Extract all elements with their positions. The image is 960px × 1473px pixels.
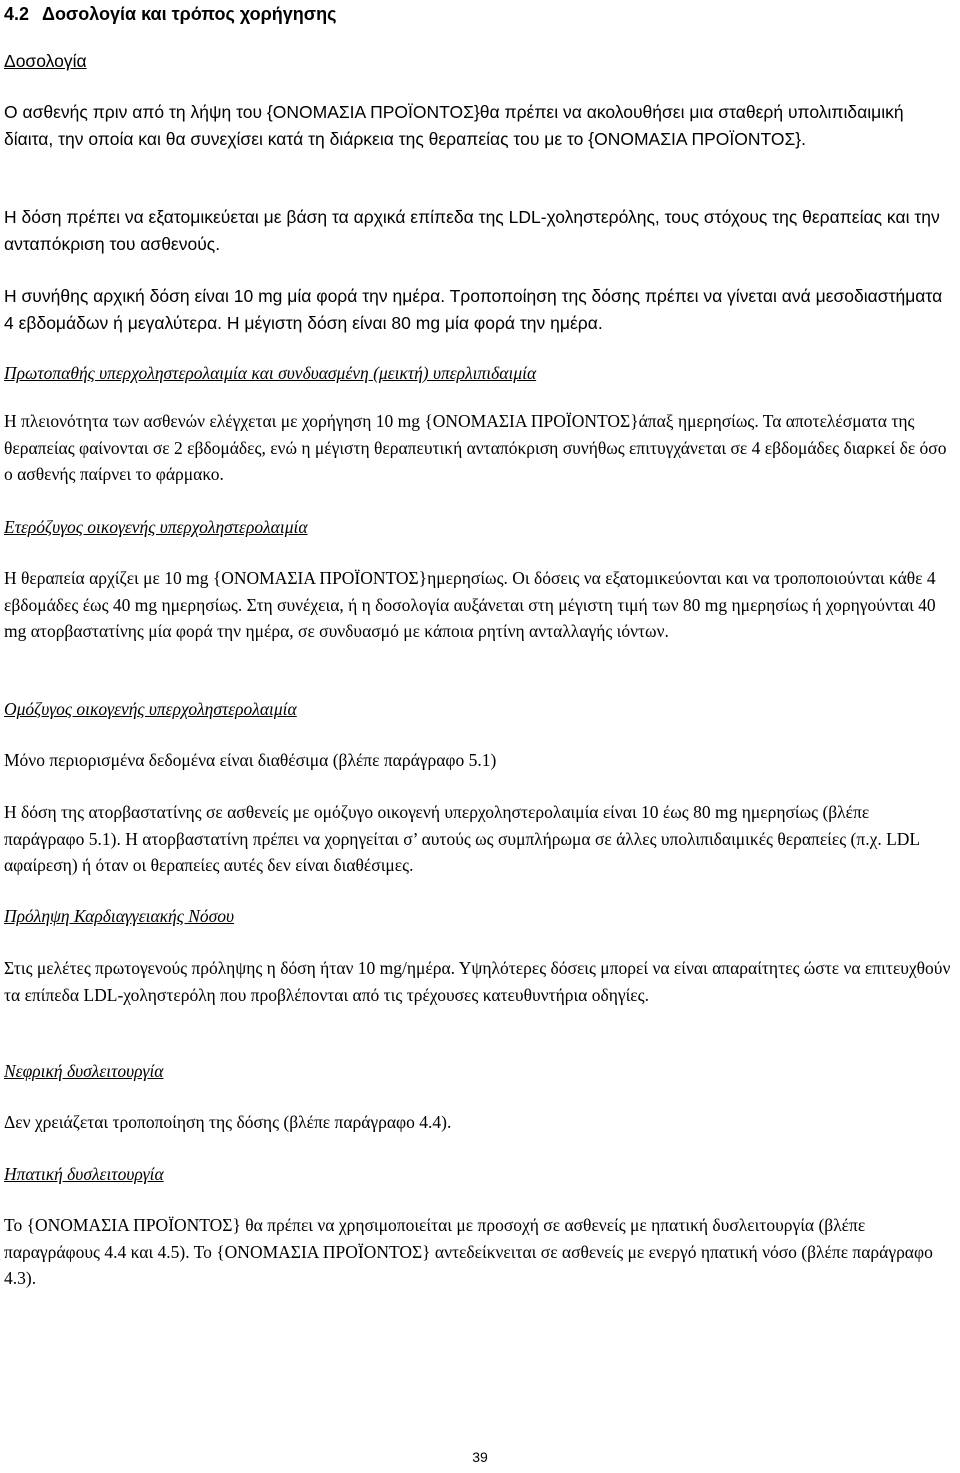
subheading-cardiovascular-prevention: Πρόληψη Καρδιαγγειακής Νόσου: [4, 906, 235, 926]
paragraph-primary-hypercholesterolemia: Η πλειονότητα των ασθενών ελέγχεται με χορήγηση 10 mg {ΟΝΟΜΑΣΙΑ ΠΡΟΪΟΝΤΟΣ}άπαξ ημερησίως. Τα αποτελέσματα της θεραπείας φαίνονται σε 2 εβδομάδες, ενώ η μέγιστη θεραπευτική ανταπόκριση συνήθως επιτυγχάνεται σε 4 εβδομάδες διαρκεί δε όσο ο ασθενής παίρνει το φάρμακο.: [4, 411, 947, 484]
subheading-dosage: Δοσολογία: [4, 51, 87, 71]
subheading-hepatic-impairment: Ηπατική δυσλειτουργία: [4, 1164, 164, 1184]
section-title: Δοσολογία και τρόπος χορήγησης: [42, 4, 337, 24]
subheading-heterozygous: Ετερόζυγος οικογενής υπερχοληστερολαιμία: [4, 517, 308, 537]
paragraph-usual-dose: Η συνήθης αρχική δόση είναι 10 mg μία φορά την ημέρα. Τροποποίηση της δόσης πρέπει να γίνεται ανά μεσοδιαστήματα 4 εβδομάδων ή μεγαλύτερα. Η μέγιστη δόση είναι 80 mg μία φορά την ημέρα.: [4, 286, 943, 333]
subheading-primary-hypercholesterolemia: Πρωτοπαθής υπερχοληστερολαιμία και συνδυασμένη (μεικτή) υπερλιπιδαιμία: [4, 363, 537, 383]
section-heading: [4, 0, 952, 28]
subheading-homozygous: Ομόζυγος οικογενής υπερχοληστερολαιμία: [4, 699, 297, 719]
subheading-renal-impairment: Νεφρική δυσλειτουργία: [4, 1061, 164, 1081]
section-number: 4.2: [4, 4, 30, 24]
paragraph-diet: Ο ασθενής πριν από τη λήψη του {ΟΝΟΜΑΣΙΑ ΠΡΟΪΟΝΤΟΣ}θα πρέπει να ακολουθήσει μια σταθερή υπολιπιδαιμική δίαιτα, την οποία και θα συνεχίσει κατά τη διάρκεια της θεραπείας του με το {ΟΝΟΜΑΣΙΑ ΠΡΟΪΟΝΤΟΣ}.: [4, 102, 904, 149]
page-number: 39: [472, 1449, 488, 1465]
paragraph-homozygous-limited-data: Μόνο περιορισμένα δεδομένα είναι διαθέσιμα (βλέπε παράγραφο 5.1): [4, 750, 497, 770]
paragraph-homozygous-dose: Η δόση της ατορβαστατίνης σε ασθενείς με ομόζυγο οικογενή υπερχοληστερολαιμία είναι 10 έως 80 mg ημερησίως (βλέπε παράγραφο 5.1). Η ατορβαστατίνη πρέπει να χορηγείται σ’ αυτούς ως συμπλήρωμα σε άλλες υπολιπιδαιμικές θεραπείες (π.χ. LDL αφαίρεση) ή όταν οι θεραπείες αυτές δεν είναι διαθέσιμες.: [4, 802, 920, 875]
paragraph-dose-individualization: Η δόση πρέπει να εξατομικεύεται με βάση τα αρχικά επίπεδα της LDL-χοληστερόλης, τους στόχους της θεραπείας και την ανταπόκριση του ασθενούς.: [4, 207, 940, 254]
paragraph-cardiovascular-prevention: Στις μελέτες πρωτογενούς πρόληψης η δόση ήταν 10 mg/ημέρα. Υψηλότερες δόσεις μπορεί να είναι απαραίτητες ώστε να επιτευχθούν τα επίπεδα LDL-χοληστερόλη που προβλέπονται από τις τρέχουσες κατευθυντήρια οδηγίες.: [4, 958, 951, 1005]
paragraph-renal-impairment: Δεν χρειάζεται τροποποίηση της δόσης (βλέπε παράγραφο 4.4).: [4, 1112, 452, 1132]
paragraph-heterozygous: Η θεραπεία αρχίζει με 10 mg {ΟΝΟΜΑΣΙΑ ΠΡΟΪΟΝΤΟΣ}ημερησίως. Οι δόσεις να εξατομικεύονται και να τροποποιούνται κάθε 4 εβδομάδες έως 40 mg ημερησίως. Στη συνέχεια, ή η δοσολογία αυξάνεται στη μέγιστη τιμή των 80 mg ημερησίως ή χορηγούνται 40 mg ατορβαστατίνης μία φορά την ημέρα, σε συνδυασμό με κάποια ρητίνη ανταλλαγής ιόντων.: [4, 568, 936, 641]
paragraph-hepatic-impairment: Το {ΟΝΟΜΑΣΙΑ ΠΡΟΪΟΝΤΟΣ} θα πρέπει να χρησιμοποιείται με προσοχή σε ασθενείς με ηπατική δυσλειτουργία (βλέπε παραγράφους 4.4 και 4.5). Το {ΟΝΟΜΑΣΙΑ ΠΡΟΪΟΝΤΟΣ} αντεδείκνειται σε ασθενείς με ενεργό ηπατική νόσο (βλέπε παράγραφο 4.3).: [4, 1215, 933, 1288]
